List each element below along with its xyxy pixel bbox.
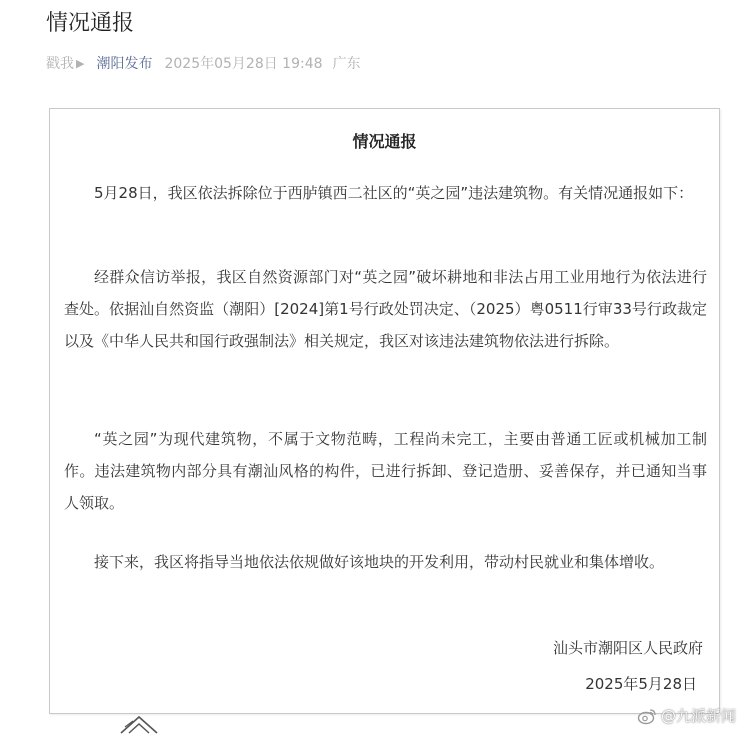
publish-region: 广东 bbox=[332, 56, 361, 72]
decoration-icon bbox=[117, 713, 163, 735]
signature-date: 2025年5月28日 bbox=[585, 675, 697, 693]
triangle-right-icon: ▶ bbox=[76, 57, 85, 70]
notice-paragraph: 接下来，我区将指导当地依法依规做好该地块的开发利用，带动村民就业和集体增收。 bbox=[94, 553, 665, 571]
weibo-icon bbox=[637, 707, 657, 725]
watermark-text: @九派新闻 bbox=[661, 707, 737, 725]
notice-image bbox=[49, 108, 720, 714]
signature-org: 汕头市潮阳区人民政府 bbox=[552, 639, 703, 657]
weibo-watermark bbox=[637, 705, 736, 727]
notice-paragraph: 经群众信访举报，我区自然资源部门对“英之园”破坏耕地和非法占用工业用地行为依法进行查处。依据汕自然资监（潮阳）[2024]第1号行政处罚决定、（2025）粤0511行审33号行政裁定以及《中华人民共和国行政强制法》相关规定，我区对该违法建筑物依法进行拆除。 bbox=[64, 268, 707, 350]
poke-label: 戳我 bbox=[46, 56, 74, 72]
notice-paragraph: “英之园”为现代建筑物，不属于文物范畴，工程尚未完工，主要由普通工匠或机械加工制作。违法建筑物内部分具有潮汕风格的构件，已进行拆卸、登记造册、妥善保存，并已通知当事人领取。 bbox=[64, 430, 707, 512]
page-title: 情况通报 bbox=[46, 11, 135, 36]
notice-paragraph: 5月28日，我区依法拆除位于西胪镇西二社区的“英之园”违法建筑物。有关情况通报如下： bbox=[94, 184, 694, 202]
publish-datetime: 2025年05月28日 19:48 bbox=[164, 56, 323, 72]
notice-title: 情况通报 bbox=[352, 132, 417, 151]
article-meta bbox=[46, 54, 361, 74]
author-link[interactable]: 潮阳发布 bbox=[96, 56, 153, 72]
poke-button[interactable] bbox=[46, 54, 84, 74]
